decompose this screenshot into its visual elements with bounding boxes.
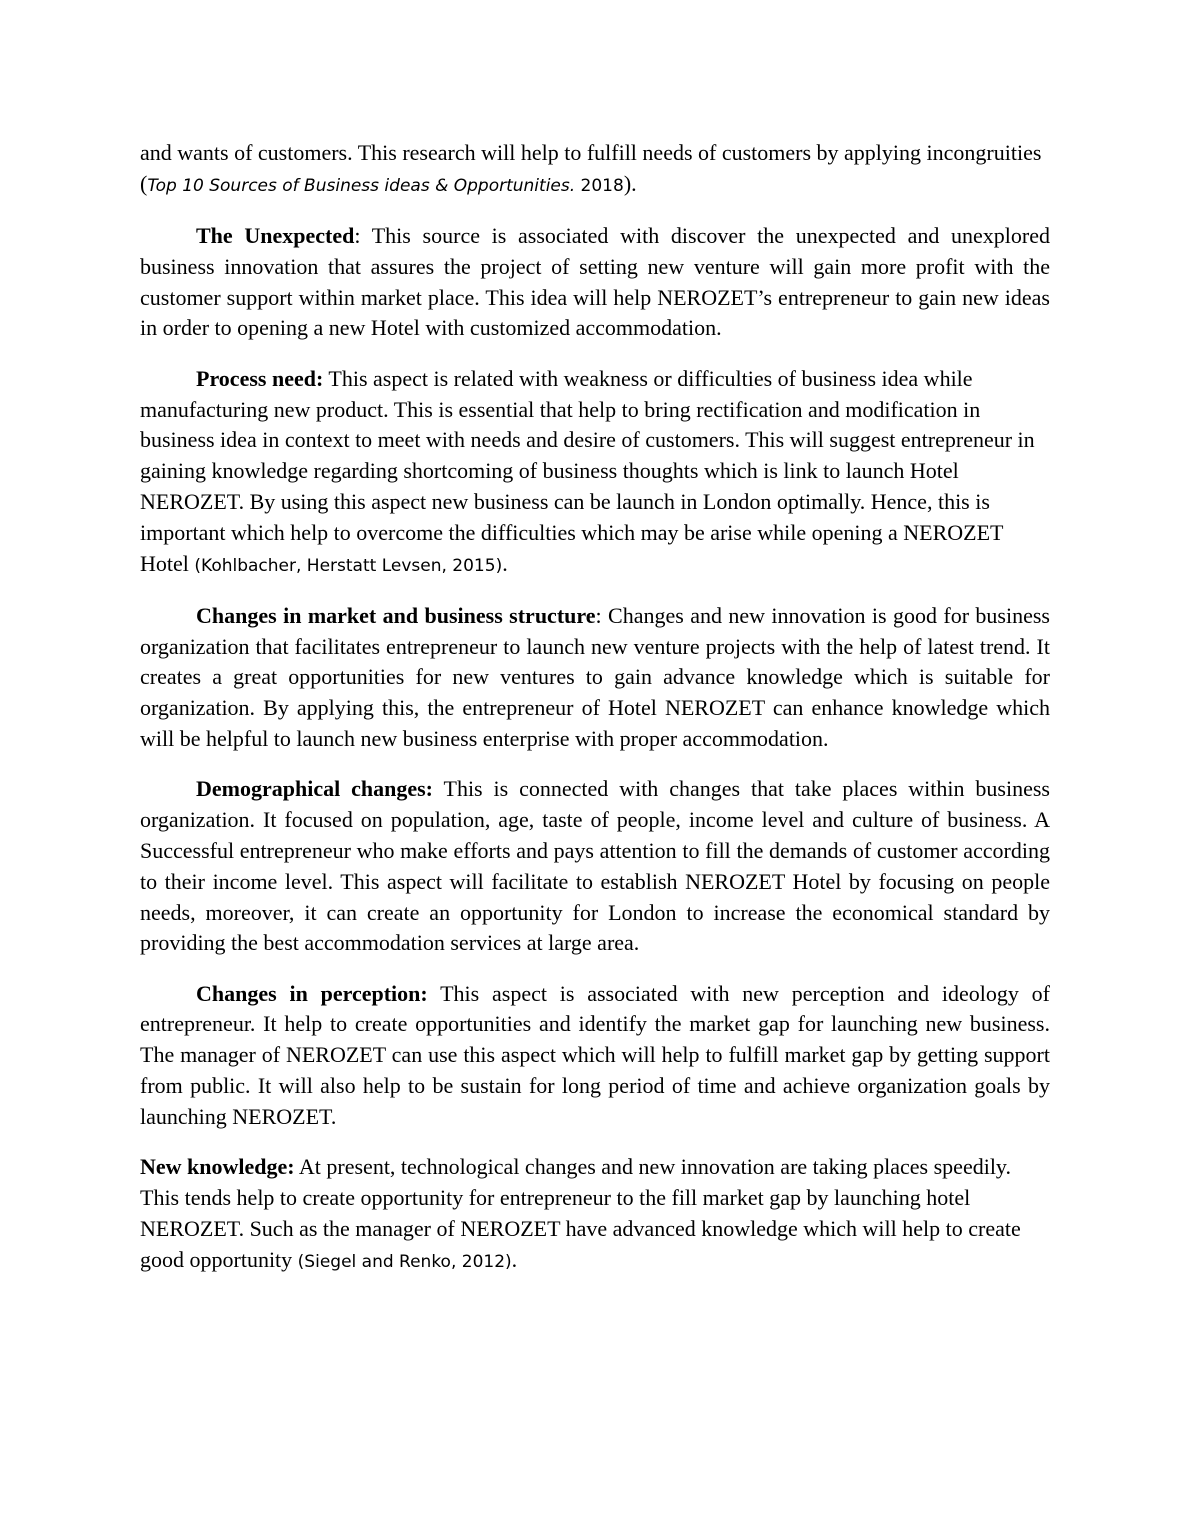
section-heading: New knowledge: [140, 1154, 295, 1180]
section-heading: Changes in market and business structure [196, 602, 596, 628]
paragraph-continuation [140, 138, 1050, 202]
paragraph-tail: . [511, 1246, 518, 1272]
citation: (Kohlbacher, Herstatt Levsen, 2015) [194, 555, 503, 576]
paragraph-new-knowledge [140, 1152, 1050, 1277]
document-page [140, 138, 1050, 1297]
paragraph-text: At present, technological changes and new innovation are taking places speedily. This tends help to create opportunity for entrepreneur to the fill market gap by launching hotel NEROZET. Such as the manager of NEROZET have advanced knowledge which will help to create good opportunity [140, 1154, 1021, 1272]
paragraph-text: This aspect is associated with new perception and ideology of entrepreneur. It help to create opportunities and identify the market gap for launching new business. The manager of NEROZET can use this aspect which will help to fulfill market gap by getting support from public. It will also help to be sustain for long period of time and achieve organization goals by launching NEROZET. [140, 980, 1050, 1129]
section-heading: The Unexpected [196, 223, 355, 249]
section-heading: Process need: [196, 365, 324, 391]
paragraph-the-unexpected [140, 221, 1050, 344]
paragraph-demographical-changes [140, 774, 1050, 959]
section-heading: Demographical changes: [196, 776, 433, 802]
paragraph-market-structure [140, 601, 1050, 755]
section-heading: Changes in perception: [196, 980, 428, 1006]
paragraph-text: This is connected with changes that take places within business organization. It focused on population, age, taste of people, income level and culture of business. A Successful entrepreneur who make efforts and pays attention to fill the demands of customer according to their income level. This aspect will facilitate to establish NEROZET Hotel by focusing on people needs, moreover, it can create an opportunity for London to increase the economical standard by providing the best accommodation services at large area. [140, 776, 1050, 956]
citation-title: Top 10 Sources of Business ideas & Opportunities. [147, 175, 576, 196]
paragraph-process-need [140, 364, 1050, 582]
paragraph-text: : Changes and new innovation is good for business organization that facilitates entrepreneur to launch new venture projects with the help of latest trend. It creates a great opportunities for new ventures to gain advance knowledge which is suitable for organization. By applying this, the entrepreneur of Hotel NEROZET can enhance knowledge which will be helpful to launch new business enterprise with proper accommodation. [140, 602, 1050, 752]
paragraph-tail: . [502, 550, 508, 576]
paragraph-text: and wants of customers. This research will help to fulfill needs of customers by applying incongruities ( [140, 140, 1042, 196]
citation: (Siegel and Renko, 2012) [297, 1251, 512, 1272]
paragraph-changes-in-perception [140, 979, 1050, 1133]
citation-year: 2018 [575, 175, 624, 196]
paragraph-text: : This source is associated with discover the unexpected and unexplored business innovation that assures the project of setting new venture will gain more profit with the customer support within market place. This idea will help NEROZET’s entrepreneur to gain new ideas in order to opening a new Hotel with customized accommodation. [140, 223, 1050, 341]
paragraph-tail: ). [623, 170, 637, 196]
paragraph-text: This aspect is related with weakness or difficulties of business idea while manufacturing new product. This is essential that help to bring rectification and modification in business idea in context to meet with needs and desire of customers. This will suggest entrepreneur in gaining knowledge regarding shortcoming of business thoughts which is link to launch Hotel NEROZET. By using this aspect new business can be launch in London optimally. Hence, this is important which help to overcome the difficulties which may be arise while opening a NEROZET Hotel [140, 365, 1035, 576]
